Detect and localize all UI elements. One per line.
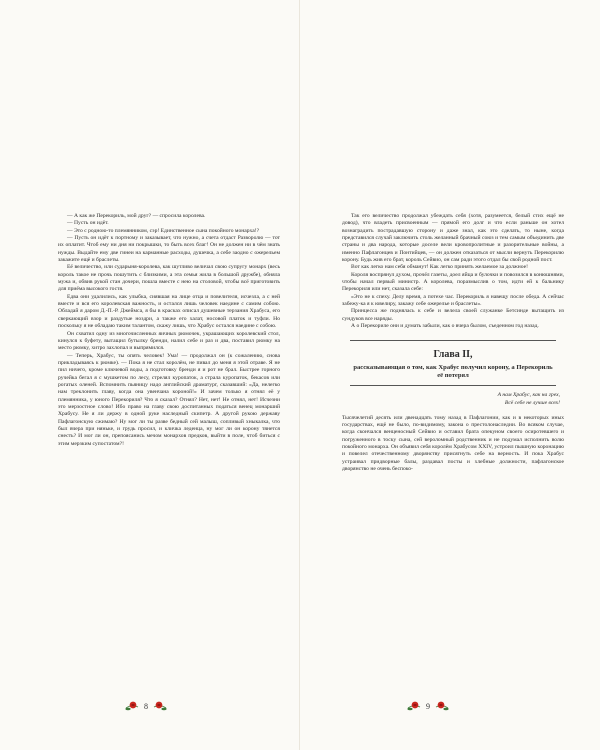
chapter-title: Глава II, — [433, 348, 473, 360]
right-page-folio — [406, 699, 450, 713]
paragraph: «Это не к спеху. Делу время, а потехе час. Перекориль я навещу после обеда. А сейчас забежу-ка я к ювелиру, закажу себе ожерелье и браслеты». — [342, 293, 564, 308]
paragraph: А о Перекориле они и думать забыли, как о вчера былом, съеденном год назад. — [351, 323, 539, 330]
paragraph: — А как же Перекориль, мой друг? — спросила королева. — [67, 213, 206, 219]
paragraph: Едва они удалились, как улыбка, сиявшая на лице отца и повелителя, исчезла, а с ней вместе и вся его королевская важность, и остался лишь человек наедине с самим собою. Обладай я даром Д.-П.-Р. Джеймса, я бы в красках описал душевные терзания Храбуса, его сверкающий взор и раздутые ноздри, а также его халат, носовой платок и туфли. Но поскольку я не обладаю таким талантом, скажу лишь, что Храбус остался наедине с собою. — [58, 293, 280, 330]
paragraph: Её величество, или сударыня-королева, как шутливо величал свою супругу монарх (весь король такое не прочь пошутить с близкими, а эта семья жила в большой дружбе), обняла мужа и, обвив рукой стан дочери, пошла вместе с нею на столовой, чтобы всё приготовить для приёма высокого гостя. — [58, 264, 280, 293]
page-number: 9 — [426, 701, 430, 711]
paragraph: Вот как легко нам себя обманут! Как легко принять желаемое за должное! — [351, 264, 528, 271]
page-number: 8 — [144, 701, 148, 711]
paragraph: Он схватил одну из многочисленных яичных рюмочек, украшающих королевский стол, кинулся к буфету, вытащил бутылку бренди, налил себе и раз и два, поставил рюмку на место рюмку, хитро захлопал и выпрямился. — [58, 330, 280, 352]
paragraph: Тысячелетий десять или двенадцать тому назад в Пафлагонии, как и в некоторых иных государствах, ещё не было, по-видимому, закона о престолонаследии. Во всяком случае, когда скончался венценосный Сейвио и оставил брата опекуном своего осиротевшего и погруженного в тоску сына, сей вероломный родственник и не подумал исполнить волю покойного монарха. Он объявил себя королём Храбусом XXIV, устроил пышную коронацию и повелел отечественному дворянству присягнуть себе на верность. И пока Храбус устраивал придворные балы, раздавал посты и хлебные должности, пафлагонское дворянство не очень беспоко- — [342, 414, 564, 473]
rose-ornament-icon — [152, 700, 168, 712]
rose-ornament-icon — [406, 700, 422, 712]
paragraph: — Пусть он идёт. — [67, 220, 109, 227]
rose-ornament-icon — [434, 700, 450, 712]
right-page-text — [342, 213, 564, 473]
epigraph — [342, 392, 560, 406]
right-page — [300, 0, 600, 750]
left-page-text — [58, 213, 280, 448]
paragraph: Так его величество продолжал убеждать себя (хотя, разумеется, белый стих ещё не довод), что владеть присвоенным — прямой его долг и что если раньше он хотел вознаградить пострадавшую сторону и даже знал, как это сделать, то ныне, когда представился случай заключить столь желанный брачный союз и тем самым объединить две страны и два народа, которые доселе вели кровопролитные и разорительные войны, а именно Пафлагонцев и Понтийцев, — он должен отказаться от мысли вернуть Перекорилю корону. Будь жив его брат, король Сейвио, он сам ради этого отдал бы свой родной пост. — [342, 213, 564, 264]
paragraph: — Пусть он идёт к портному и заказывает, что нужно, а счета отдаст Разворолю — тот их оплатит. Чтоб ему ни дня ни покрышки, то быть всех благ! Он не должен ни в чём знать нужды. Выдайте ему две гинеи на карманные расходы, душечка, а себе заодно с ожерельем закажите ещё и браслеты. — [58, 235, 280, 264]
right-text-after-chapter — [342, 415, 564, 474]
chapter-heading — [342, 340, 564, 387]
epigraph-line: Всё себе не лучше всех! — [504, 399, 560, 406]
rose-ornament-icon — [124, 700, 140, 712]
chapter-rule-bottom — [350, 385, 556, 386]
paragraph: — Теперь, Храбус, ты опять человек! Ума! — продолжал он (к сожалению, снова прикладываясь к рюмке). — Пока я не стал королём, не пивал до меня я этой отраве. Я не пил ничего, кроме ключевой воды, а подготовку бренди я и рот не брал. Быстрее горного ручейка бегал я с мушкетом по лесу, стрелял куропаток, а страла куропаток, бекасов или рогатых оленей. Вспомнить пьяницу надо английский драматург, сказавший: «Да, нелегко нам треклонить главу, когда она увенчана короной!» И зачем только я отнял её у племянника, у юного Перекориля? Что я сказал? Отнял? Нет, нет! Не отнял, нет! Исчезни это мерзостное слово! Ибо право на главу свою доспитанных податься венец монарший Храбусу. Не я ли держу в одной руке наследный скипетр. А другой рукою державу Пафлагонскую сжимаю? Ну мог ли ты разве бедный сей малыш, сопливый хныкалка, что был вчера при няньке, и грудь просил, и кличка леденца, ну мог ли он корону тянется снесть? И мог ли он, препоясанись мечом монархов предков, выйти в поле, чтоб биться с этим мерзким супостатом?! — [58, 352, 280, 447]
left-page-folio — [124, 699, 168, 713]
paragraph: Короля воспрянул духом, прочёл газеты, доел яйца и булочки и повозился в конюшнями, чтобы начал первый министр. А королева, поразмыслив о том, идти ей к бальнику Перекориля или нет, сказала себе: — [342, 271, 564, 293]
epigraph-line: А нам Храбус, как на грех, — [497, 392, 560, 399]
right-text-before-chapter — [342, 213, 564, 331]
paragraph: Принцесса же поднялась к себе и велела своей служанке Бетсинде вытащить из сундуков все наряды. — [342, 308, 564, 322]
chapter-rule-top — [350, 340, 556, 341]
chapter-subtitle: рассказывающая о том, как Храбус получил корону, а Перекориль её потерял — [353, 363, 553, 379]
paragraph: — Это с родною-то племянником, сэр! Единственное сына покойного монарха!? — [67, 227, 260, 234]
